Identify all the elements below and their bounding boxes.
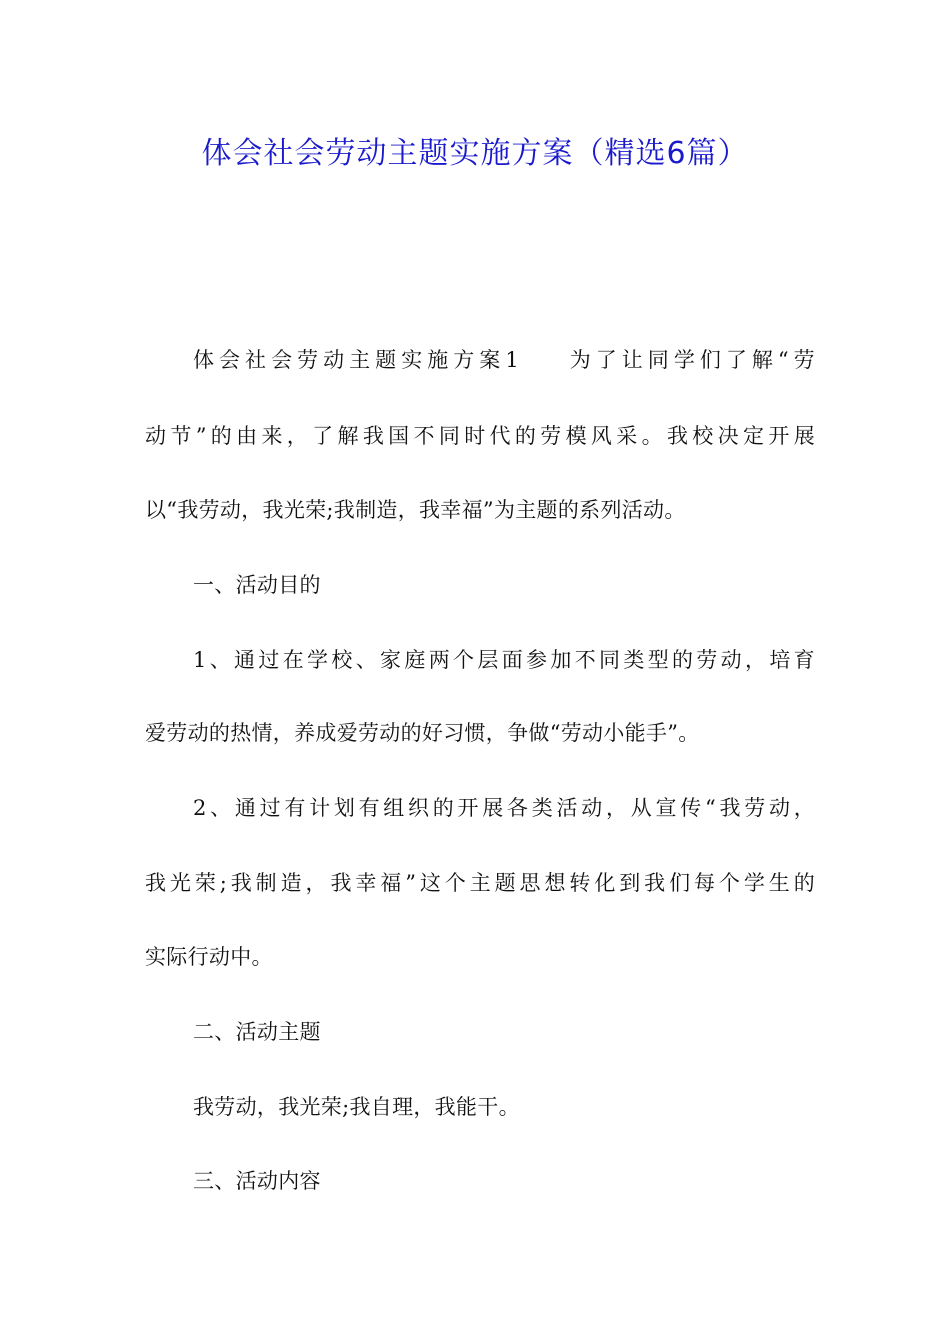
intro-line-1 — [193, 345, 815, 375]
plan-heading: 体会社会劳动主题实施方案1 — [193, 348, 519, 372]
objective-2-line-3: 实际行动中。 — [145, 945, 273, 969]
objective-1-line-2: 爱劳动的热情，养成爱劳动的好习惯，争做“劳动小能手”。 — [145, 721, 700, 745]
intro-text-start: 为了让同学们了解“劳 — [564, 348, 815, 372]
intro-line-2: 动节”的由来，了解我国不同时代的劳模风采。我校决定开展 — [145, 424, 815, 448]
document-title: 体会社会劳动主题实施方案（精选6篇） — [201, 136, 749, 171]
objective-2-line-2: 我光荣;我制造，我幸福”这个主题思想转化到我们每个学生的 — [145, 871, 815, 895]
section-heading-theme: 二、活动主题 — [193, 1020, 321, 1044]
objective-1-line-1: 1、通过在学校、家庭两个层面参加不同类型的劳动，培育 — [193, 648, 815, 672]
theme-text: 我劳动，我光荣;我自理，我能干。 — [193, 1095, 520, 1119]
section-heading-objectives: 一、活动目的 — [193, 573, 321, 597]
intro-line-3: 以“我劳动，我光荣;我制造，我幸福”为主题的系列活动。 — [145, 498, 686, 522]
objective-2-line-1: 2、通过有计划有组织的开展各类活动，从宣传“我劳动， — [193, 796, 815, 820]
section-heading-content: 三、活动内容 — [193, 1169, 321, 1193]
